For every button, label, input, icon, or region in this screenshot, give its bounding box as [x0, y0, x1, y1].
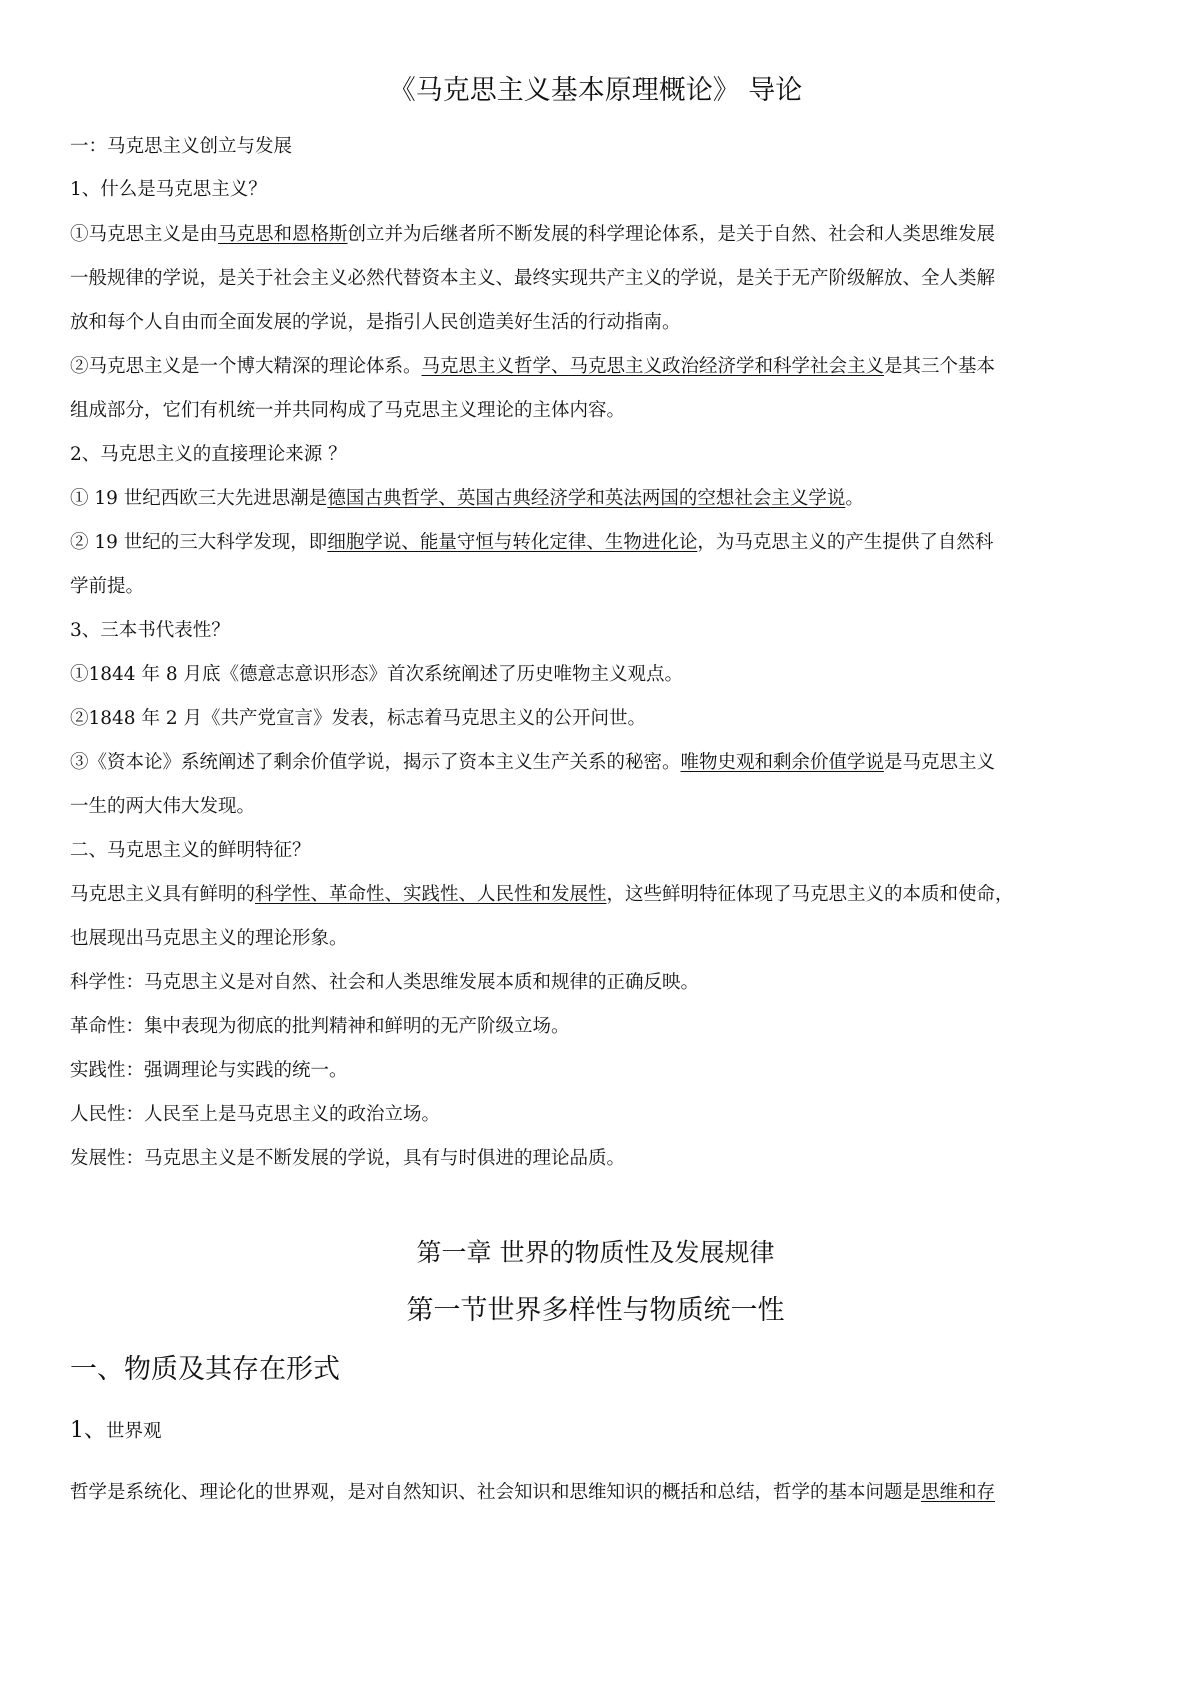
underlined-basic-question: 思维和存	[921, 1482, 996, 1503]
section-title: 第一节世界多样性与物质统一性	[406, 1295, 785, 1326]
paragraph-definition-line1	[70, 220, 1130, 250]
feature-item: 革命性：集中表现为彻底的批判精神和鲜明的无产阶级立场。	[70, 1016, 570, 1037]
text-span: 是其三个基本	[884, 356, 996, 377]
underlined-three-thoughts: 德国古典哲学、英国古典经济学和英法两国的空想社会主义学说	[327, 488, 846, 509]
feature-item: 科学性：马克思主义是对自然、社会和人类思维发展本质和规律的正确反映。	[70, 972, 700, 993]
underlined-components: 马克思主义哲学、马克思主义政治经济学和科学社会主义	[421, 356, 885, 377]
paragraph-components-line1	[70, 352, 1130, 382]
question-what-is-marxism: 1、什么是马克思主义？	[70, 179, 267, 200]
paragraph-definition-line2: 一般规律的学说，是关于社会主义必然代替资本主义、最终实现共产主义的学说，是关于无产阶级解放、全人类解	[70, 268, 996, 289]
underlined-discoveries: 细胞学说、能量守恒与转化定律、生物进化论	[327, 532, 698, 553]
text-span: ①马克思主义是由	[70, 224, 219, 245]
text-span: ② 19 世纪的三大科学发现，即	[70, 532, 328, 553]
book-item-3-line2: 一生的两大伟大发现。	[70, 796, 256, 817]
paragraph-philosophy	[70, 1478, 1130, 1508]
text-span: 是马克思主义	[884, 752, 996, 773]
part-heading: 一、物质及其存在形式	[70, 1354, 340, 1385]
underlined-features: 科学性、革命性、实践性、人民性和发展性	[255, 884, 607, 905]
book-item-1: ①1844 年 8 月底《德意志意识形态》首次系统阐述了历史唯物主义观点。	[70, 664, 683, 685]
text-span: ③《资本论》系统阐述了剩余价值学说，揭示了资本主义生产关系的秘密。	[70, 752, 681, 773]
underlined-founders: 马克思和恩格斯	[218, 224, 348, 245]
text-span: 哲学是系统化、理论化的世界观，是对自然知识、社会知识和思维知识的概括和总结，哲学的基本问题是	[70, 1482, 922, 1503]
item-number: 1、	[70, 1418, 106, 1443]
feature-item: 实践性：强调理论与实践的统一。	[70, 1060, 348, 1081]
book-item-3-line1	[70, 748, 1130, 778]
text-span: ②马克思主义是一个博大精深的理论体系。	[70, 356, 422, 377]
question-theory-sources: 2、马克思主义的直接理论来源 ？	[70, 444, 347, 465]
feature-item: 发展性：马克思主义是不断发展的学说，具有与时俱进的理论品质。	[70, 1148, 626, 1169]
question-three-books: 3、三本书代表性？	[70, 620, 230, 641]
text-span: 。	[845, 488, 864, 509]
book-item-2: ②1848 年 2 月《共产党宣言》发表，标志着马克思主义的公开问世。	[70, 708, 646, 729]
section-heading-founding: 一：马克思主义创立与发展	[70, 136, 293, 157]
text-span: 马克思主义具有鲜明的	[70, 884, 256, 905]
text-span: ，这些鲜明特征体现了马克思主义的本质和使命，	[606, 884, 1014, 905]
document-title: 《马克思主义基本原理概论》 导论	[388, 75, 803, 106]
item-heading-worldview	[70, 1416, 1130, 1447]
text-span: ① 19 世纪西欧三大先进思潮是	[70, 488, 328, 509]
section-heading-features: 二、马克思主义的鲜明特征？	[70, 840, 311, 861]
paragraph-science-discoveries-line2: 学前提。	[70, 576, 145, 597]
text-span: ，为马克思主义的产生提供了自然科	[697, 532, 994, 553]
item-label: 世界观	[106, 1421, 162, 1442]
feature-item: 人民性：人民至上是马克思主义的政治立场。	[70, 1104, 441, 1125]
paragraph-features-line2: 也展现出马克思主义的理论形象。	[70, 928, 348, 949]
text-span: 创立并为后继者所不断发展的科学理论体系，是关于自然、社会和人类思维发展	[347, 224, 996, 245]
paragraph-components-line2: 组成部分，它们有机统一并共同构成了马克思主义理论的主体内容。	[70, 400, 626, 421]
chapter-heading: 第一章 世界的物质性及发展规律	[416, 1238, 775, 1267]
paragraph-features-line1	[70, 880, 1130, 910]
paragraph-three-thoughts	[70, 484, 1130, 514]
underlined-two-discoveries: 唯物史观和剩余价值学说	[680, 752, 885, 773]
paragraph-definition-line3: 放和每个人自由而全面发展的学说，是指引人民创造美好生活的行动指南。	[70, 312, 681, 333]
paragraph-science-discoveries-line1	[70, 528, 1130, 558]
